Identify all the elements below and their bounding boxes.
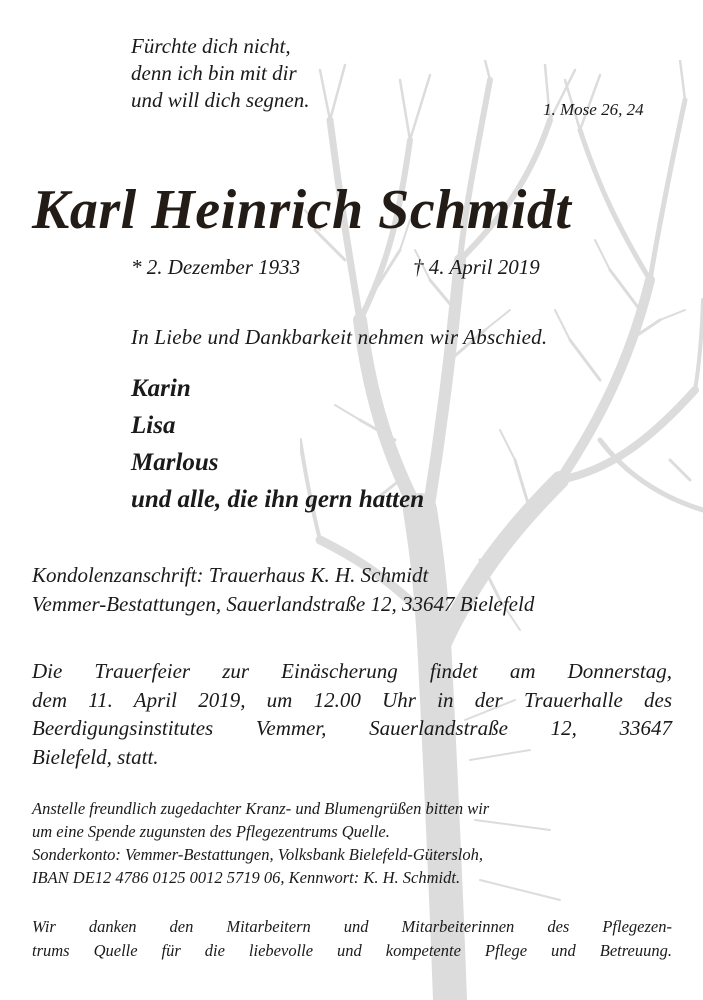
- mourner-name: Lisa: [131, 412, 176, 439]
- condolence-address: [32, 561, 534, 619]
- ceremony-paragraph: [32, 657, 672, 771]
- ceremony-line: dem 11. April 2019, um 12.00 Uhr in der Trauerhalle des: [32, 687, 672, 712]
- deceased-name: Karl Heinrich Schmidt: [32, 179, 572, 241]
- verse-reference: 1. Mose 26, 24: [543, 100, 644, 119]
- ceremony-line: Die Trauerfeier zur Einäscherung findet am Donnerstag,: [32, 659, 672, 683]
- bible-verse: [131, 33, 309, 114]
- farewell-line: In Liebe und Dankbarkeit nehmen wir Abschied.: [131, 325, 548, 349]
- donation-line: Sonderkonto: Vemmer-Bestattungen, Volksbank Bielefeld-Gütersloh,: [32, 845, 484, 864]
- donation-line: IBAN DE12 4786 0125 0012 5719 06, Kennwort: K. H. Schmidt.: [32, 868, 461, 887]
- donation-line: um eine Spende zugunsten des Pflegezentrums Quelle.: [32, 822, 390, 841]
- mourner-name: Karin: [131, 375, 191, 402]
- donation-line: Anstelle freundlich zugedachter Kranz- und Blumengrüßen bitten wir: [32, 799, 490, 818]
- mourners-list: [131, 370, 424, 518]
- condolence-line: Kondolenzanschrift: Trauerhaus K. H. Schmidt: [32, 563, 429, 587]
- mourner-name: und alle, die ihn gern hatten: [131, 486, 425, 513]
- verse-line: Fürchte dich nicht,: [131, 34, 291, 58]
- verse-line: denn ich bin mit dir: [131, 61, 297, 85]
- verse-line: und will dich segnen.: [131, 88, 310, 112]
- condolence-line: Vemmer-Bestattungen, Sauerlandstraße 12, 33647 Bielefeld: [32, 592, 535, 616]
- thanks-line: trums Quelle für die liebevolle und kompetente Pflege und Betreuung.: [32, 941, 672, 960]
- donation-paragraph: [32, 797, 672, 889]
- mourner-name: Marlous: [131, 449, 219, 476]
- death-date: † 4. April 2019: [413, 255, 540, 279]
- ceremony-line: Bielefeld, statt.: [32, 744, 159, 769]
- thanks-paragraph: [32, 915, 672, 963]
- thanks-line: Wir danken den Mitarbeitern und Mitarbeiterinnen des Pflegezen-: [32, 917, 672, 936]
- ceremony-line: Beerdigungsinstitutes Vemmer, Sauerlandstraße 12, 33647: [32, 716, 672, 740]
- birth-date: * 2. Dezember 1933: [131, 255, 301, 279]
